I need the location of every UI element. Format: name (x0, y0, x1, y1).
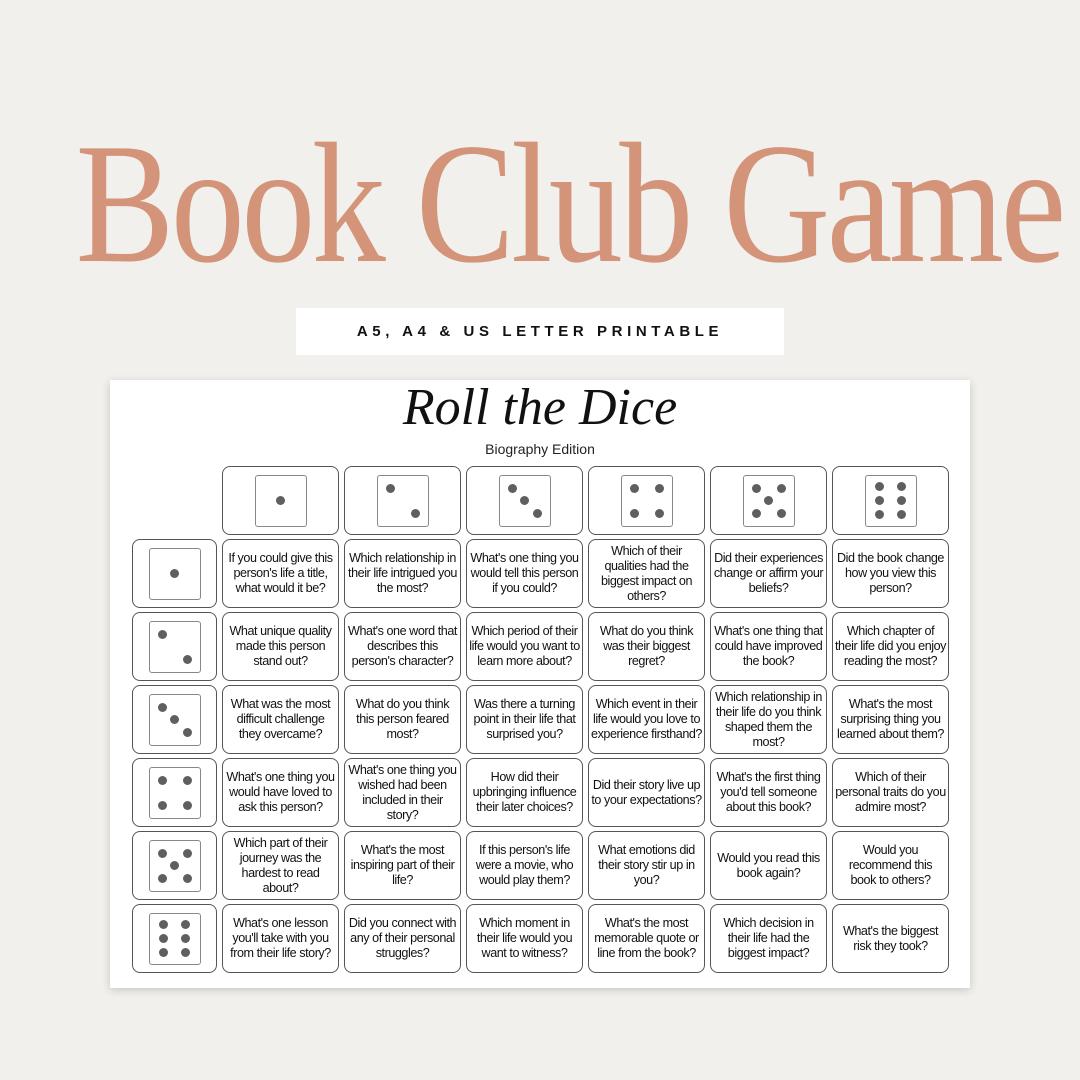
column-header-die (710, 466, 827, 535)
question-text: What's one thing that could have improved the book? (714, 624, 823, 668)
question-text: Would you read this book again? (717, 850, 820, 880)
question-text: What unique quality made this person stand out? (229, 624, 332, 668)
die-pip (170, 569, 179, 578)
question-text: What's one thing you would have loved to ask this person? (226, 770, 335, 814)
column-header-die (344, 466, 461, 535)
question-card (710, 539, 827, 608)
question-text: Which part of their journey was the hardest to read about? (233, 835, 328, 895)
die-pip (159, 920, 168, 929)
die-pip (897, 496, 906, 505)
sheet-title: Roll the Dice (402, 379, 678, 436)
question-text: What was the most difficult challenge they overcame? (230, 697, 331, 741)
die-pip (386, 484, 395, 493)
question-card (344, 539, 461, 608)
page-title: Book Club Game (75, 109, 1063, 299)
die-pip (158, 874, 167, 883)
question-text: Which of their personal traits do you admire most? (835, 770, 946, 814)
row-header-die (132, 612, 217, 681)
question-card (466, 612, 583, 681)
question-card (588, 831, 705, 900)
question-text: If this person's life were a movie, who would play them? (475, 843, 574, 887)
question-card (832, 758, 949, 827)
question-card (710, 758, 827, 827)
row-header-die (132, 539, 217, 608)
question-text: Which moment in their life would you want to witness? (476, 916, 573, 960)
question-card (832, 612, 949, 681)
question-text: Which period of their life would you want to learn more about? (469, 624, 580, 668)
question-text: What's one word that describes this person's character? (348, 624, 457, 668)
question-card (588, 758, 705, 827)
question-card (710, 612, 827, 681)
question-card (222, 758, 339, 827)
question-card (466, 758, 583, 827)
question-text: How did their upbringing influence their later choices? (472, 770, 577, 814)
die-pip (875, 496, 884, 505)
question-card (344, 904, 461, 973)
die-pip (158, 776, 167, 785)
die-pip (183, 776, 192, 785)
die-face-6-icon (865, 475, 917, 527)
die-face-3-icon (499, 475, 551, 527)
format-banner: A5, A4 & US LETTER PRINTABLE (296, 308, 784, 355)
die-face-6-icon (149, 913, 201, 965)
question-text: Which decision in their life had the biggest impact? (723, 916, 814, 960)
question-card (832, 904, 949, 973)
die-pip (875, 482, 884, 491)
question-text: If you could give this person's life a title, what would it be? (228, 551, 333, 595)
question-text: What do you think was their biggest regret? (599, 624, 694, 668)
question-text: What's the most surprising thing you learned about them? (837, 697, 944, 741)
die-pip (158, 801, 167, 810)
question-text: What's one thing you would tell this person if you could? (470, 551, 579, 595)
question-card (466, 539, 583, 608)
question-card (222, 904, 339, 973)
question-text: What's one thing you wished had been included in their story? (348, 762, 457, 822)
die-pip (508, 484, 517, 493)
question-text: Which relationship in their life do you think shaped them the most? (715, 689, 822, 749)
die-pip (159, 948, 168, 957)
die-pip (158, 849, 167, 858)
question-card (588, 612, 705, 681)
die-face-5-icon (149, 840, 201, 892)
die-pip (520, 496, 529, 505)
question-card (710, 904, 827, 973)
die-pip (181, 934, 190, 943)
die-pip (752, 484, 761, 493)
die-pip (276, 496, 285, 505)
question-card (710, 685, 827, 754)
question-text: Did their experiences change or affirm your beliefs? (713, 551, 824, 595)
sheet-subtitle: Biography Edition (485, 441, 595, 457)
die-pip (181, 920, 190, 929)
die-face-1-icon (149, 548, 201, 600)
column-header-die (832, 466, 949, 535)
die-pip (777, 509, 786, 518)
die-pip (159, 934, 168, 943)
die-pip (655, 509, 664, 518)
question-text: What do you think this person feared most? (355, 697, 450, 741)
question-text: What's the most inspiring part of their life? (350, 843, 455, 887)
question-card (466, 685, 583, 754)
question-card (466, 831, 583, 900)
question-text: Did you connect with any of their personal struggles? (348, 916, 457, 960)
row-header-die (132, 685, 217, 754)
question-text: What's one lesson you'll take with you from their life story? (230, 916, 331, 960)
question-card (222, 831, 339, 900)
question-card (832, 831, 949, 900)
row-header-die (132, 904, 217, 973)
question-card (588, 904, 705, 973)
die-pip (777, 484, 786, 493)
die-pip (630, 509, 639, 518)
die-pip (411, 509, 420, 518)
die-pip (655, 484, 664, 493)
die-pip (158, 703, 167, 712)
question-card (344, 685, 461, 754)
question-text: Was there a turning point in their life that surprised you? (473, 697, 576, 741)
question-card (466, 904, 583, 973)
question-card (588, 539, 705, 608)
die-pip (630, 484, 639, 493)
question-text: Did the book change how you view this person? (837, 551, 944, 595)
column-header-die (588, 466, 705, 535)
question-text: What's the biggest risk they took? (842, 923, 939, 953)
question-text: Which chapter of their life did you enjoy reading the most? (835, 624, 947, 668)
die-pip (183, 801, 192, 810)
die-pip (875, 510, 884, 519)
die-pip (897, 510, 906, 519)
die-face-2-icon (377, 475, 429, 527)
column-header-die (466, 466, 583, 535)
question-card (832, 539, 949, 608)
die-face-3-icon (149, 694, 201, 746)
die-face-1-icon (255, 475, 307, 527)
question-text: Which relationship in their life intrigued you the most? (348, 551, 457, 595)
die-pip (764, 496, 773, 505)
column-header-die (222, 466, 339, 535)
question-card (588, 685, 705, 754)
die-pip (183, 728, 192, 737)
question-text: Which event in their life would you love to experience firsthand? (591, 697, 702, 741)
question-card (344, 758, 461, 827)
die-pip (533, 509, 542, 518)
row-header-die (132, 831, 217, 900)
question-text: What's the first thing you'd tell someone about this book? (716, 770, 821, 814)
die-pip (183, 874, 192, 883)
die-face-2-icon (149, 621, 201, 673)
question-text: What's the most memorable quote or line from the book? (594, 916, 699, 960)
question-card (222, 539, 339, 608)
die-pip (170, 861, 179, 870)
question-card (222, 612, 339, 681)
die-pip (158, 630, 167, 639)
question-card (222, 685, 339, 754)
die-pip (183, 655, 192, 664)
question-text: Which of their qualities had the biggest impact on others? (600, 543, 693, 603)
die-face-4-icon (149, 767, 201, 819)
die-pip (752, 509, 761, 518)
question-card (832, 685, 949, 754)
die-pip (181, 948, 190, 957)
die-face-4-icon (621, 475, 673, 527)
die-pip (897, 482, 906, 491)
die-pip (183, 849, 192, 858)
question-text: Did their story live up to your expectations? (591, 777, 702, 807)
question-card (344, 612, 461, 681)
question-card (344, 831, 461, 900)
row-header-die (132, 758, 217, 827)
question-text: Would you recommend this book to others? (848, 843, 933, 887)
question-card (710, 831, 827, 900)
die-pip (170, 715, 179, 724)
question-text: What emotions did their story stir up in you? (598, 843, 695, 887)
die-face-5-icon (743, 475, 795, 527)
